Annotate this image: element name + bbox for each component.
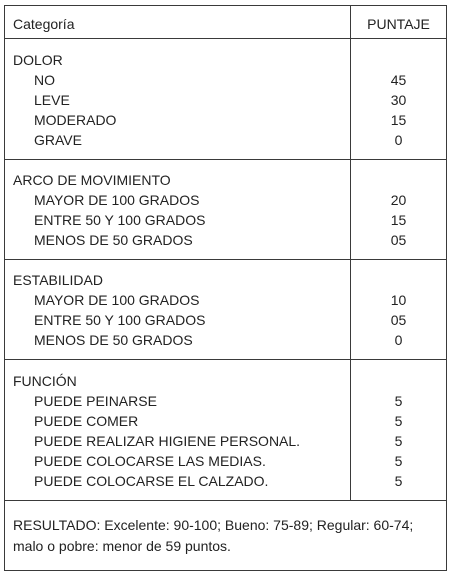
criteria-score: 45 <box>390 72 407 88</box>
header-divider <box>5 38 446 39</box>
footer-divider <box>5 500 446 501</box>
criteria-score: 0 <box>394 132 403 148</box>
criteria-label: PUEDE PEINARSE <box>34 393 157 409</box>
criteria-label: MAYOR DE 100 GRADOS <box>34 292 200 308</box>
result-footnote: RESULTADO: Excelente: 90-100; Bueno: 75-89; Regular: 60-74; malo o pobre: menor de 59 puntos. <box>13 517 414 554</box>
section-divider <box>5 159 446 160</box>
criteria-label: MODERADO <box>34 112 117 128</box>
criteria-score: 5 <box>394 473 403 489</box>
criteria-score: 05 <box>390 232 407 248</box>
criteria-label: MENOS DE 50 GRADOS <box>34 232 193 248</box>
criteria-score: 5 <box>394 393 403 409</box>
category-column-header: Categoría <box>13 16 75 32</box>
criteria-label: PUEDE COLOCARSE LAS MEDIAS. <box>34 453 266 469</box>
criteria-label: LEVE <box>34 92 70 108</box>
criteria-score: 20 <box>390 192 407 208</box>
criteria-label: PUEDE REALIZAR HIGIENE PERSONAL. <box>34 433 301 449</box>
section-title-arco-de-movimiento: ARCO DE MOVIMIENTO <box>13 172 171 188</box>
section-title-funcion: FUNCIÓN <box>13 373 77 389</box>
criteria-score: 5 <box>394 413 403 429</box>
section-divider <box>5 259 446 260</box>
criteria-score: 30 <box>390 92 407 108</box>
section-title-dolor: DOLOR <box>13 52 63 68</box>
section-divider <box>5 359 446 360</box>
criteria-label: PUEDE COMER <box>34 413 139 429</box>
criteria-score: 5 <box>394 433 403 449</box>
criteria-score: 0 <box>394 332 403 348</box>
criteria-label: MENOS DE 50 GRADOS <box>34 332 193 348</box>
criteria-label: PUEDE COLOCARSE EL CALZADO. <box>34 473 269 489</box>
criteria-score: 15 <box>390 112 407 128</box>
criteria-label: MAYOR DE 100 GRADOS <box>34 192 200 208</box>
score-column-header: PUNTAJE <box>367 16 430 32</box>
criteria-score: 05 <box>390 312 407 328</box>
criteria-score: 5 <box>394 453 403 469</box>
criteria-score: 15 <box>390 212 407 228</box>
score-table <box>4 5 447 571</box>
criteria-label: ENTRE 50 Y 100 GRADOS <box>34 312 206 328</box>
section-title-estabilidad: ESTABILIDAD <box>13 272 103 288</box>
criteria-score: 10 <box>390 292 407 308</box>
criteria-label: NO <box>34 72 55 88</box>
criteria-label: ENTRE 50 Y 100 GRADOS <box>34 212 206 228</box>
criteria-label: GRAVE <box>34 132 82 148</box>
